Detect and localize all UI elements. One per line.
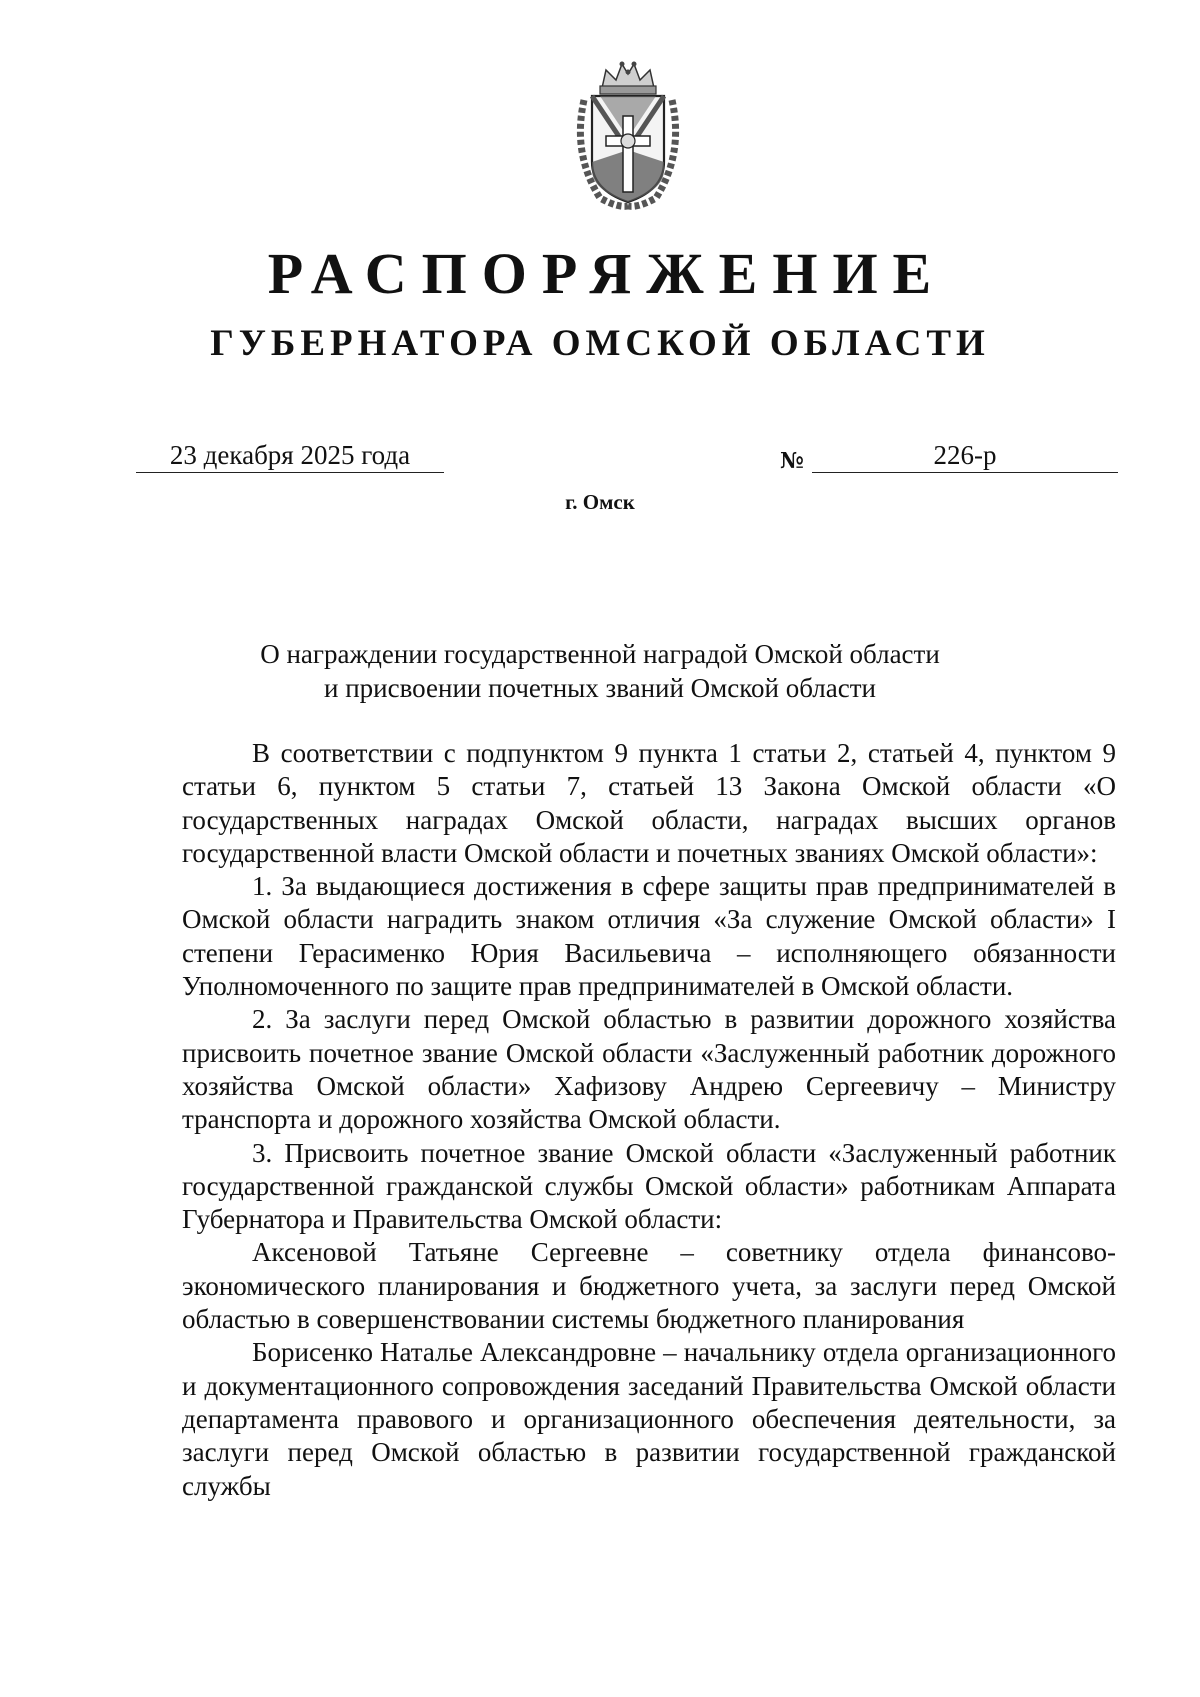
document-issuer-title: ГУБЕРНАТОРА ОМСКОЙ ОБЛАСТИ	[210, 323, 990, 364]
document-number-sign: №	[780, 448, 804, 474]
document-body	[182, 737, 1116, 1503]
body-item-1: 1. За выдающиеся достижения в сфере защиты прав предпринимателей в Омской области наградить знаком отличия «За служение Омской области» I степени Герасименко Юрия Васильевича – исполняющего обязанности Уполномоченного по защите прав предпринимателей в Омской области.	[182, 871, 1116, 1002]
document-number: 226-р	[812, 438, 1118, 473]
body-intro: В соответствии с подпунктом 9 пункта 1 статьи 2, статьей 4, пунктом 9 статьи 6, пунктом 5 статьи 7, статьей 13 Закона Омской области «О государственных наградах Омской области, наградах высших органов государственной власти Омской области и почетных званиях Омской области»:	[182, 738, 1116, 868]
body-item-2: 2. За заслуги перед Омской областью в развитии дорожного хозяйства присвоить почетное звание Омской области «Заслуженный работник дорожного хозяйства Омской области» Хафизову Андрею Сергеевичу – Министру транспорта и дорожного хозяйства Омской области.	[182, 1004, 1116, 1135]
body-item-3b: Борисенко Наталье Александровне – начальнику отдела организационного и документационного сопровождения заседаний Правительства Омской области департамента правового и организационного обеспечения деятельности, за заслуги перед Омской областью в развитии государственной гражданской службы	[182, 1337, 1116, 1501]
body-item-3a: Аксеновой Татьяне Сергеевне – советнику отдела финансово-экономического планирования и бюджетного учета, за заслуги перед Омской областью в совершенствовании системы бюджетного планирования	[182, 1237, 1116, 1335]
document-city: г. Омск	[565, 490, 635, 514]
document-subject	[0, 637, 1200, 705]
document-type-title: РАСПОРЯЖЕНИЕ	[267, 241, 947, 306]
subject-line-1: О награждении государственной наградой Омской области	[260, 639, 940, 669]
document-date: 23 декабря 2025 года	[136, 438, 444, 473]
body-item-3: 3. Присвоить почетное звание Омской области «Заслуженный работник государственной гражданской службы Омской области» работникам Аппарата Губернатора и Правительства Омской области:	[182, 1137, 1116, 1235]
subject-line-2: и присвоении почетных званий Омской области	[324, 673, 876, 703]
coat-of-arms-icon	[570, 58, 686, 210]
